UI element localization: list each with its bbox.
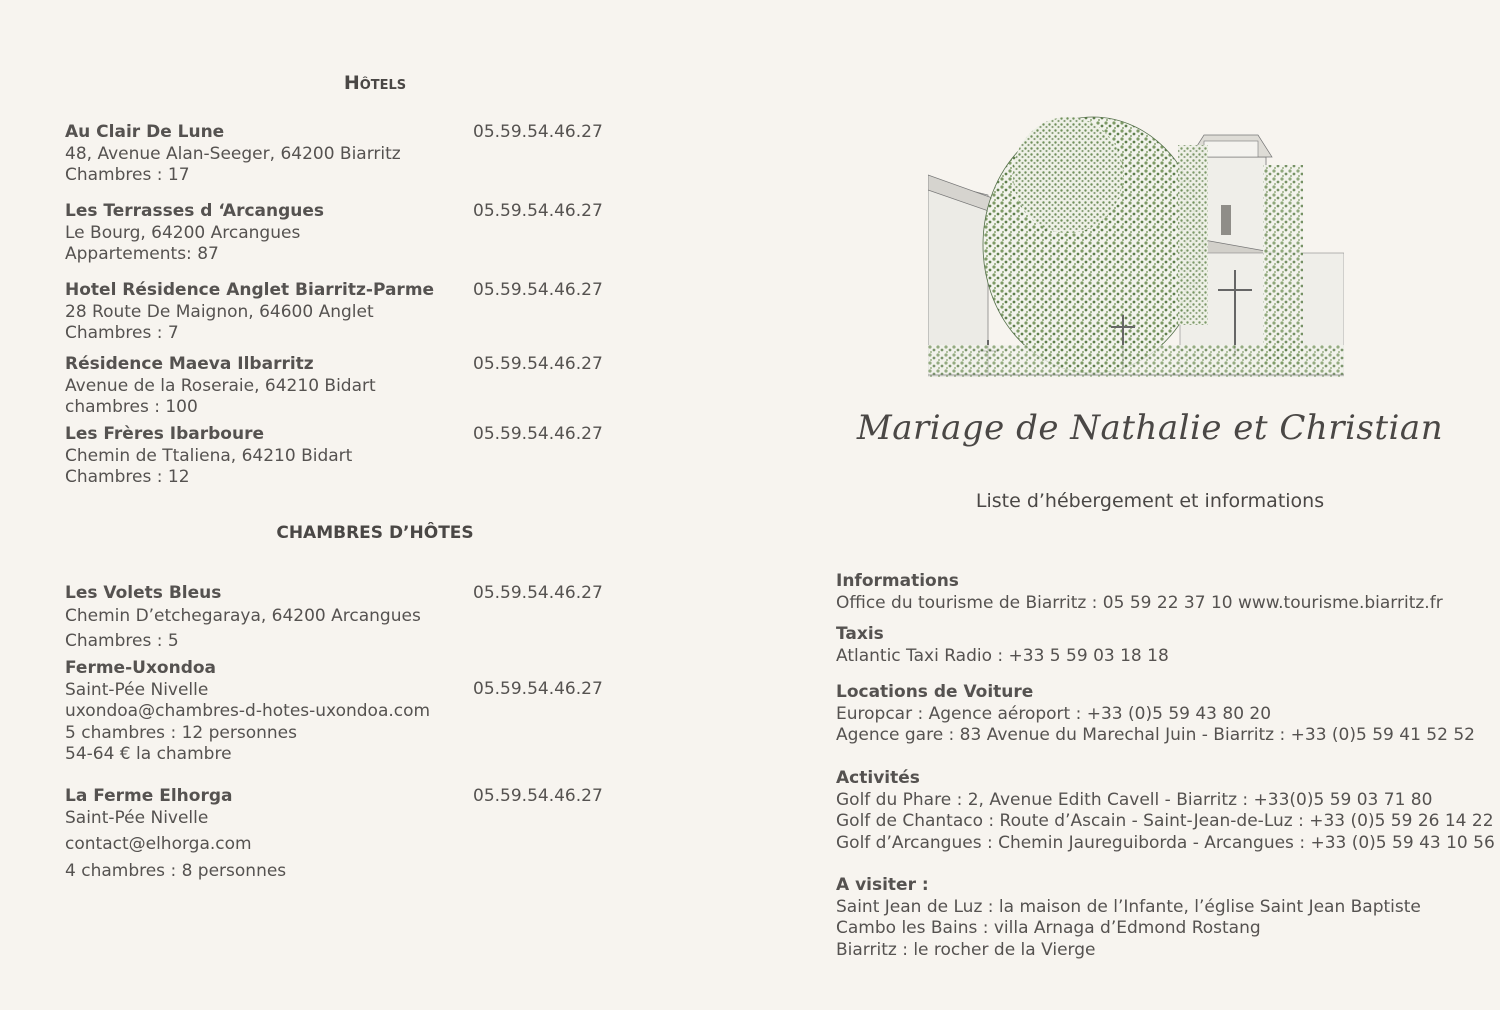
hotel-phone: 05.59.54.46.27 — [473, 280, 603, 300]
info-heading: Taxis — [836, 624, 884, 644]
info-block — [836, 624, 1476, 667]
guesthouse-entry — [65, 786, 625, 882]
info-line: Agence gare : 83 Avenue du Marechal Juin - Biarritz : +33 (0)5 59 41 52 52 — [836, 725, 1475, 745]
info-heading: Locations de Voiture — [836, 682, 1034, 702]
guesthouse-phone: 05.59.54.46.27 — [473, 786, 603, 806]
guesthouse-rooms: Chambres : 5 — [65, 631, 179, 651]
hotel-phone: 05.59.54.46.27 — [473, 354, 603, 374]
hotel-rooms: Chambres : 17 — [65, 165, 190, 185]
guesthouse-phone: 05.59.54.46.27 — [473, 679, 603, 699]
hotel-phone: 05.59.54.46.27 — [473, 122, 603, 142]
hotel-entry — [65, 280, 625, 345]
info-block — [836, 768, 1495, 854]
hotel-rooms: Appartements: 87 — [65, 244, 219, 264]
hotel-rooms: Chambres : 12 — [65, 467, 190, 487]
guesthouse-address: Chemin D’etchegaraya, 64200 Arcangues — [65, 605, 421, 626]
guesthouse-name: La Ferme Elhorga — [65, 786, 233, 806]
hotel-entry — [65, 424, 625, 489]
info-heading: A visiter : — [836, 875, 929, 895]
info-heading: Informations — [836, 571, 959, 591]
subtitle: Liste d’hébergement et informations — [975, 490, 1325, 512]
info-block — [836, 682, 1476, 747]
info-block — [836, 875, 1476, 961]
hotel-phone: 05.59.54.46.27 — [473, 201, 603, 221]
info-line: Saint Jean de Luz : la maison de l’Infante, l’église Saint Jean Baptiste — [836, 896, 1421, 917]
guesthouse-email: uxondoa@chambres-d-hotes-uxondoa.com — [65, 701, 431, 721]
hotel-address: 28 Route De Maignon, 64600 Anglet — [65, 301, 374, 322]
hotel-name: Hotel Résidence Anglet Biarritz-Parme — [65, 280, 435, 300]
guesthouse-phone: 05.59.54.46.27 — [473, 583, 603, 603]
info-line: Golf du Phare : 2, Avenue Edith Cavell - Biarritz : +33(0)5 59 03 71 80 — [836, 789, 1433, 810]
hotel-address: Chemin de Ttaliena, 64210 Bidart — [65, 445, 353, 466]
hotel-name: Les Terrasses d ‘Arcangues — [65, 201, 325, 221]
hotel-address: Le Bourg, 64200 Arcangues — [65, 222, 301, 243]
church-illustration — [928, 105, 1344, 377]
guesthouse-entry — [65, 658, 625, 766]
guesthouse-address: Saint-Pée Nivelle — [65, 679, 209, 700]
info-line: Biarritz : le rocher de la Vierge — [836, 939, 1096, 960]
guesthouses-title: CHAMBRES D’HÔTES — [276, 523, 474, 543]
hotel-phone: 05.59.54.46.27 — [473, 424, 603, 444]
hotel-name: Au Clair De Lune — [65, 122, 225, 142]
guesthouse-rooms: 5 chambres : 12 personnes — [65, 722, 297, 743]
hotel-address: Avenue de la Roseraie, 64210 Bidart — [65, 375, 376, 396]
info-line: Office du tourisme de Biarritz : 05 59 22 37 10 www.tourisme.biarritz.fr — [836, 592, 1443, 613]
info-line: Cambo les Bains : villa Arnaga d’Edmond Rostang — [836, 918, 1261, 938]
guesthouse-address: Saint-Pée Nivelle — [65, 807, 209, 828]
guesthouse-name: Ferme-Uxondoa — [65, 658, 217, 678]
hotel-entry — [65, 122, 625, 187]
hotels-title: Hôtels — [343, 72, 407, 94]
info-line: Atlantic Taxi Radio : +33 5 59 03 18 18 — [836, 645, 1169, 666]
hotel-rooms: Chambres : 7 — [65, 323, 179, 343]
info-block — [836, 571, 1476, 614]
hotel-entry — [65, 201, 625, 266]
info-line: Golf d’Arcangues : Chemin Jaureguiborda - Arcangues : +33 (0)5 59 43 10 56 — [836, 832, 1495, 853]
wedding-title: Mariage de Nathalie et Christian — [856, 408, 1444, 448]
hotel-address: 48, Avenue Alan-Seeger, 64200 Biarritz — [65, 143, 401, 164]
guesthouse-entry — [65, 583, 625, 653]
guesthouse-name: Les Volets Bleus — [65, 583, 222, 603]
info-line: Europcar : Agence aéroport : +33 (0)5 59 43 80 20 — [836, 703, 1272, 724]
info-line: Golf de Chantaco : Route d’Ascain - Saint-Jean-de-Luz : +33 (0)5 59 26 14 22 — [836, 811, 1494, 831]
hotel-name: Les Frères Ibarboure — [65, 424, 265, 444]
guesthouse-rooms: 4 chambres : 8 personnes — [65, 860, 287, 881]
hotel-entry — [65, 354, 625, 419]
hotel-name: Résidence Maeva Ilbarritz — [65, 354, 314, 374]
info-heading: Activités — [836, 768, 920, 788]
guesthouse-price: 54-64 € la chambre — [65, 744, 232, 764]
hotel-rooms: chambres : 100 — [65, 397, 198, 417]
guesthouse-email: contact@elhorga.com — [65, 834, 252, 854]
